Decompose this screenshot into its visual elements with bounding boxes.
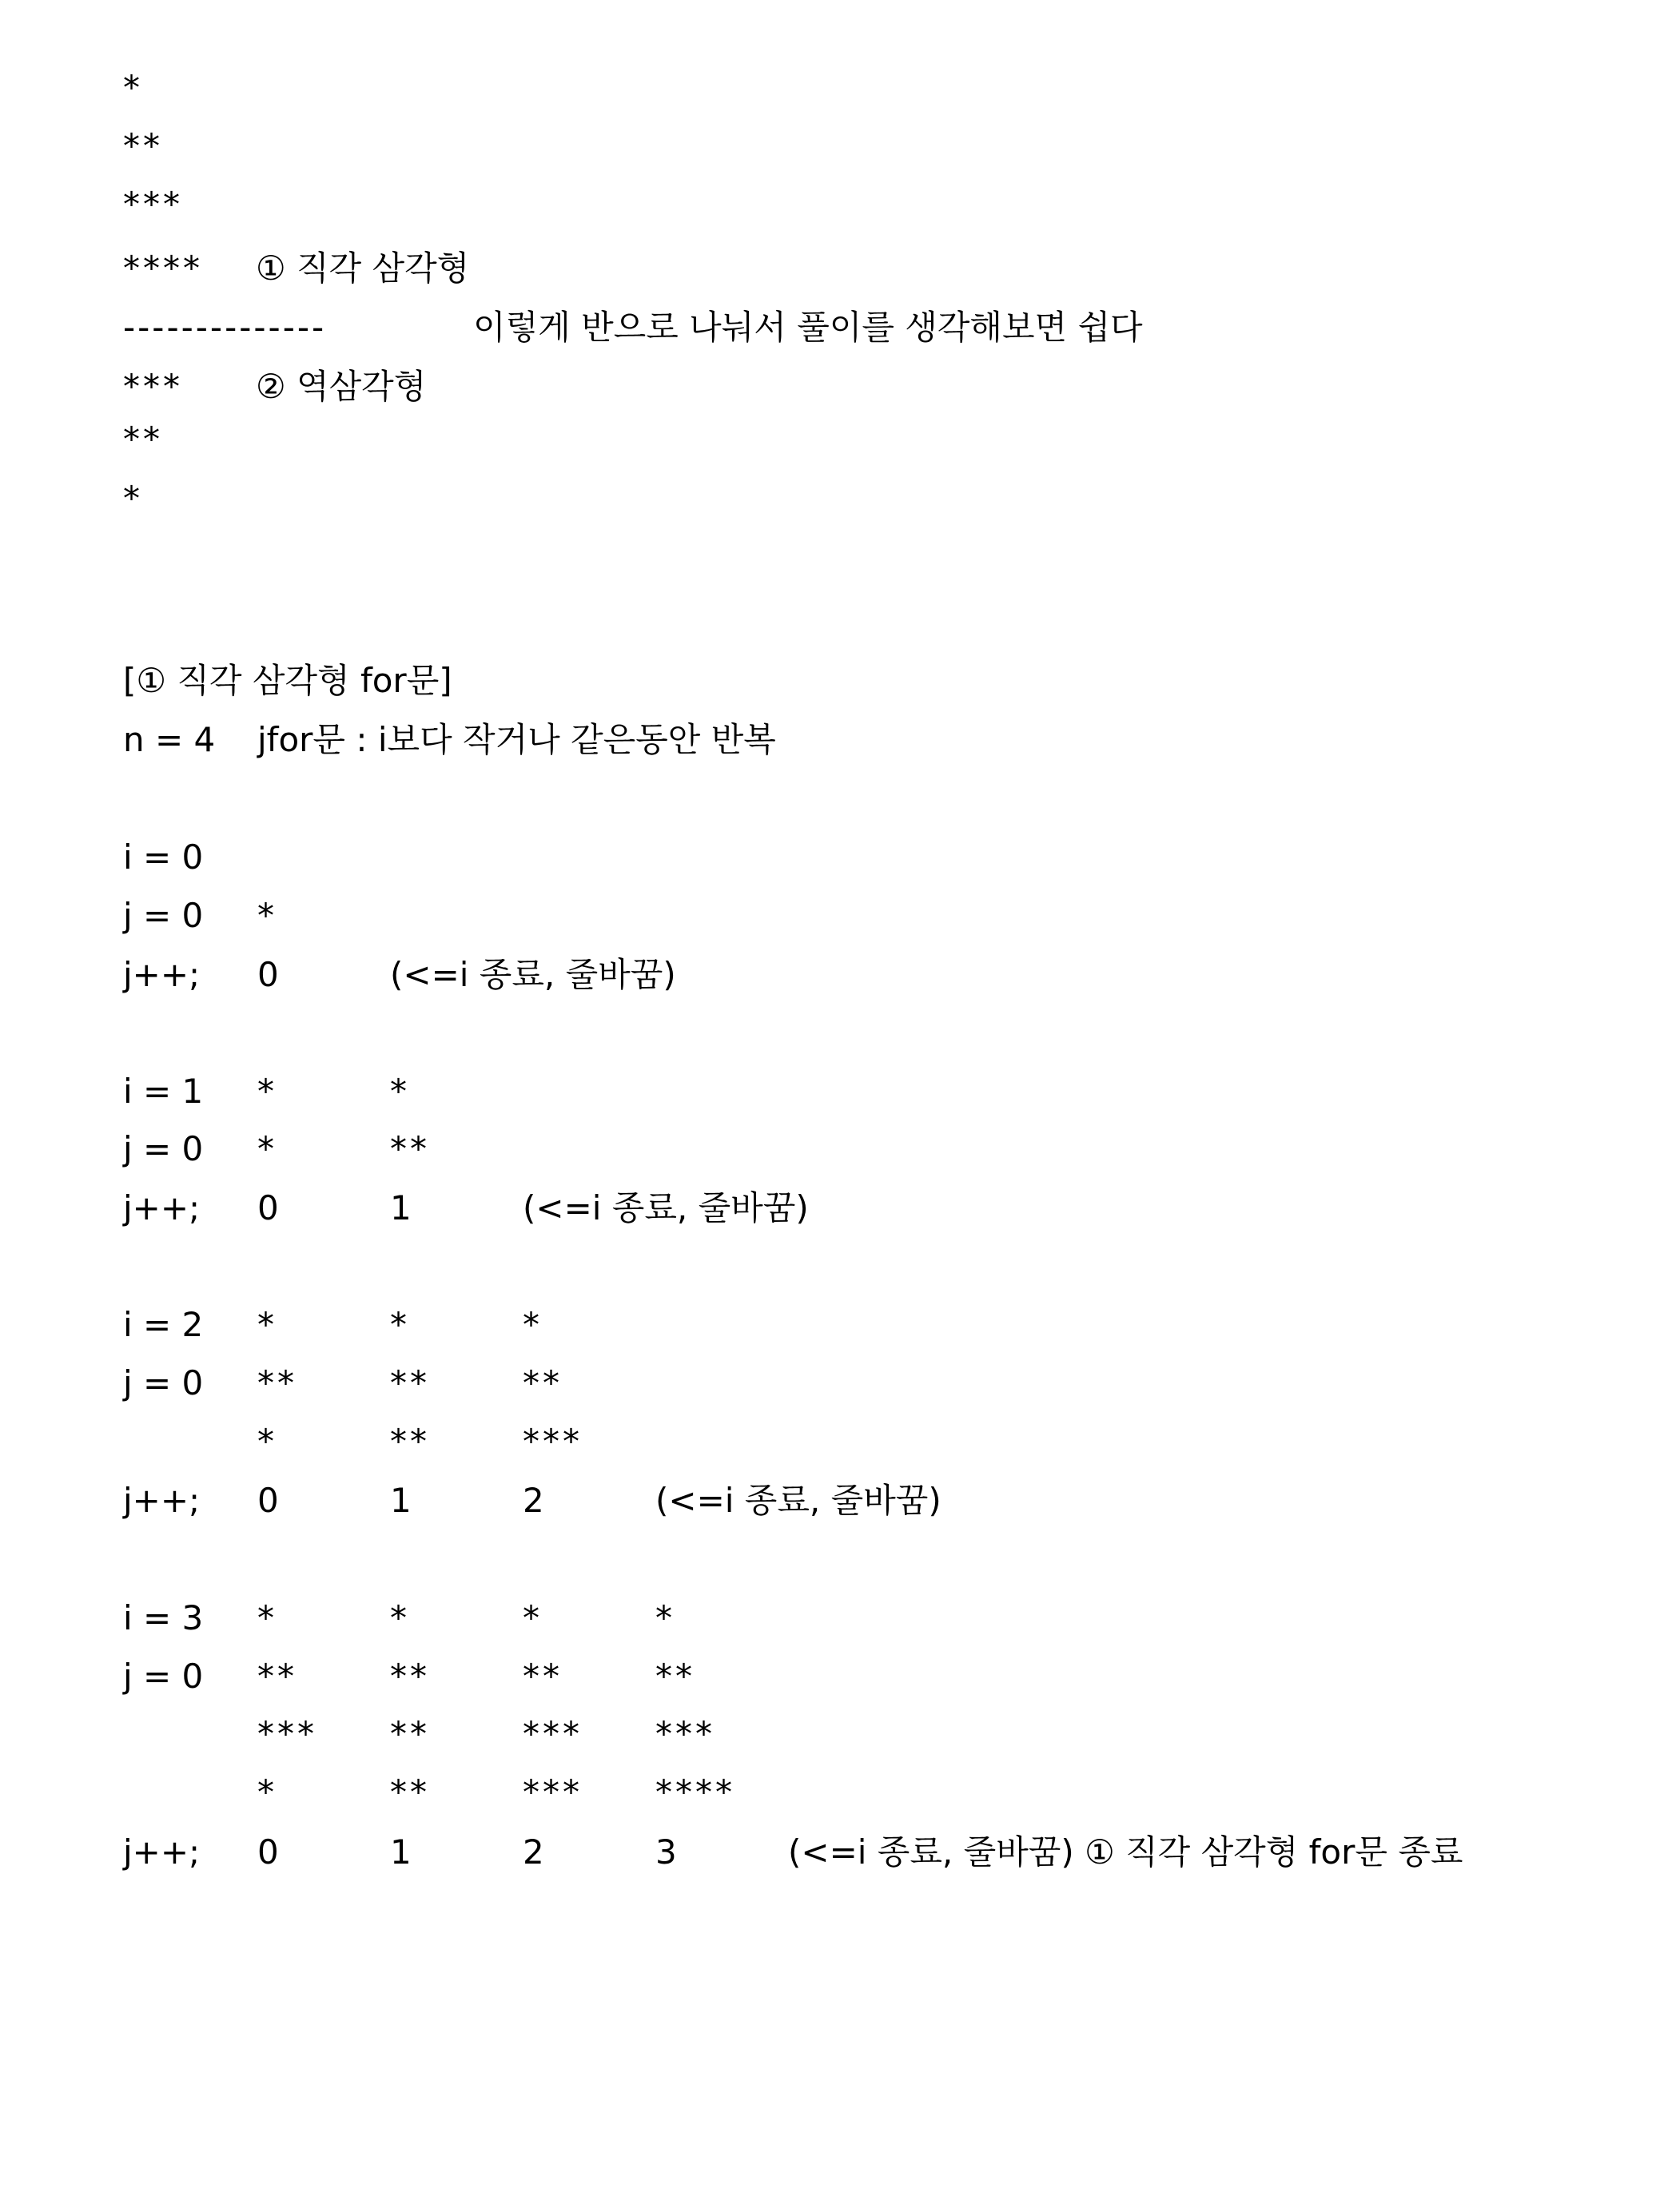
j-value: 2 — [523, 1481, 544, 1520]
trace-row — [123, 1768, 1562, 1816]
i-label: i = 0 — [123, 837, 204, 877]
star-cell: ** — [390, 1714, 430, 1753]
trace-row — [123, 1068, 1562, 1116]
star-cell: * — [257, 1129, 277, 1168]
pattern-row — [123, 475, 1562, 523]
pattern-row — [123, 64, 1562, 112]
trace-row — [123, 1594, 1562, 1642]
star-cell: * — [257, 1772, 277, 1812]
j-loop-rule: jfor문 : i보다 작거나 같은동안 반복 — [257, 720, 776, 759]
star-cell: ** — [390, 1363, 430, 1402]
pattern-stars: * — [123, 479, 143, 518]
star-cell: ** — [257, 1657, 297, 1696]
pattern-divider: -------------- — [123, 308, 327, 347]
section-title-row — [123, 657, 1562, 705]
jpp-label: j++; — [123, 1481, 201, 1520]
trace-row — [123, 1828, 1562, 1876]
pattern-row — [123, 181, 1562, 229]
end-note: (<=i 종료, 줄바꿈) — [523, 1188, 809, 1227]
i-label: i = 1 — [123, 1072, 204, 1111]
star-cell: *** — [655, 1714, 715, 1753]
trace-row — [123, 1477, 1562, 1525]
pattern-stars: *** — [123, 367, 183, 406]
j-label: j = 0 — [123, 1657, 204, 1696]
star-cell: ** — [390, 1772, 430, 1812]
jpp-label: j++; — [123, 1832, 201, 1872]
pattern-stars: ** — [123, 126, 163, 165]
pattern-row — [123, 245, 1562, 292]
trace-row — [123, 1653, 1562, 1701]
split-note: 이렇게 반으로 나눠서 풀이를 생각해보면 쉽다 — [473, 308, 1143, 347]
star-cell: ** — [390, 1657, 430, 1696]
j-label: j = 0 — [123, 1129, 204, 1168]
pattern-divider-row — [123, 304, 1562, 352]
end-note: (<=i 종료, 줄바꿈) — [390, 955, 676, 994]
trace-row — [123, 1710, 1562, 1758]
inverted-triangle-note: ② 역삼각형 — [256, 367, 427, 406]
j-value: 3 — [655, 1832, 677, 1872]
trace-row — [123, 1125, 1562, 1173]
star-cell: ** — [523, 1363, 563, 1402]
j-label: j = 0 — [123, 1363, 204, 1402]
end-note: (<=i 종료, 줄바꿈) ① 직각 삼각형 for문 종료 — [788, 1832, 1463, 1872]
star-cell: * — [257, 1305, 277, 1344]
star-cell: * — [655, 1598, 675, 1637]
star-cell: **** — [655, 1772, 735, 1812]
star-cell: *** — [523, 1422, 583, 1461]
j-value: 2 — [523, 1832, 544, 1872]
pattern-row — [123, 416, 1562, 463]
pattern-stars: *** — [123, 185, 183, 224]
star-cell: * — [257, 1072, 277, 1111]
pattern-stars: * — [123, 68, 143, 107]
j-value: 0 — [257, 1832, 279, 1872]
j-value: 0 — [257, 1481, 279, 1520]
i-label: i = 3 — [123, 1598, 204, 1637]
jpp-label: j++; — [123, 955, 201, 994]
j-value: 1 — [390, 1188, 412, 1227]
star-cell: ** — [257, 1363, 297, 1402]
star-cell: * — [390, 1598, 410, 1637]
j-value: 0 — [257, 1188, 279, 1227]
trace-row — [123, 1184, 1562, 1232]
pattern-stars: **** — [123, 249, 203, 288]
j-value: 1 — [390, 1832, 412, 1872]
star-cell: ** — [390, 1422, 430, 1461]
section-rule-row — [123, 716, 1562, 764]
j-label: j = 0 — [123, 896, 204, 935]
star-cell: * — [257, 1422, 277, 1461]
i-label: i = 2 — [123, 1305, 204, 1344]
star-cell: ** — [655, 1657, 695, 1696]
trace-row — [123, 951, 1562, 999]
trace-row — [123, 892, 1562, 940]
star-cell: * — [523, 1305, 543, 1344]
star-cell: * — [257, 1598, 277, 1637]
j-value: 0 — [257, 955, 279, 994]
trace-row — [123, 1359, 1562, 1407]
trace-row — [123, 833, 1562, 881]
star-cell: * — [390, 1305, 410, 1344]
star-cell: * — [257, 896, 277, 935]
pattern-row — [123, 122, 1562, 170]
end-note: (<=i 종료, 줄바꿈) — [655, 1481, 941, 1520]
star-cell: ** — [523, 1657, 563, 1696]
n-label: n = 4 — [123, 720, 216, 759]
pattern-row — [123, 363, 1562, 411]
trace-row — [123, 1418, 1562, 1466]
jpp-label: j++; — [123, 1188, 201, 1227]
section-title: [① 직각 삼각형 for문] — [123, 661, 452, 700]
star-cell: * — [390, 1072, 410, 1111]
right-triangle-note: ① 직각 삼각형 — [256, 249, 470, 288]
pattern-stars: ** — [123, 420, 163, 459]
star-cell: *** — [523, 1714, 583, 1753]
star-cell: ** — [390, 1129, 430, 1168]
trace-row — [123, 1301, 1562, 1349]
star-cell: * — [523, 1598, 543, 1637]
star-cell: *** — [523, 1772, 583, 1812]
j-value: 1 — [390, 1481, 412, 1520]
star-cell: *** — [257, 1714, 317, 1753]
